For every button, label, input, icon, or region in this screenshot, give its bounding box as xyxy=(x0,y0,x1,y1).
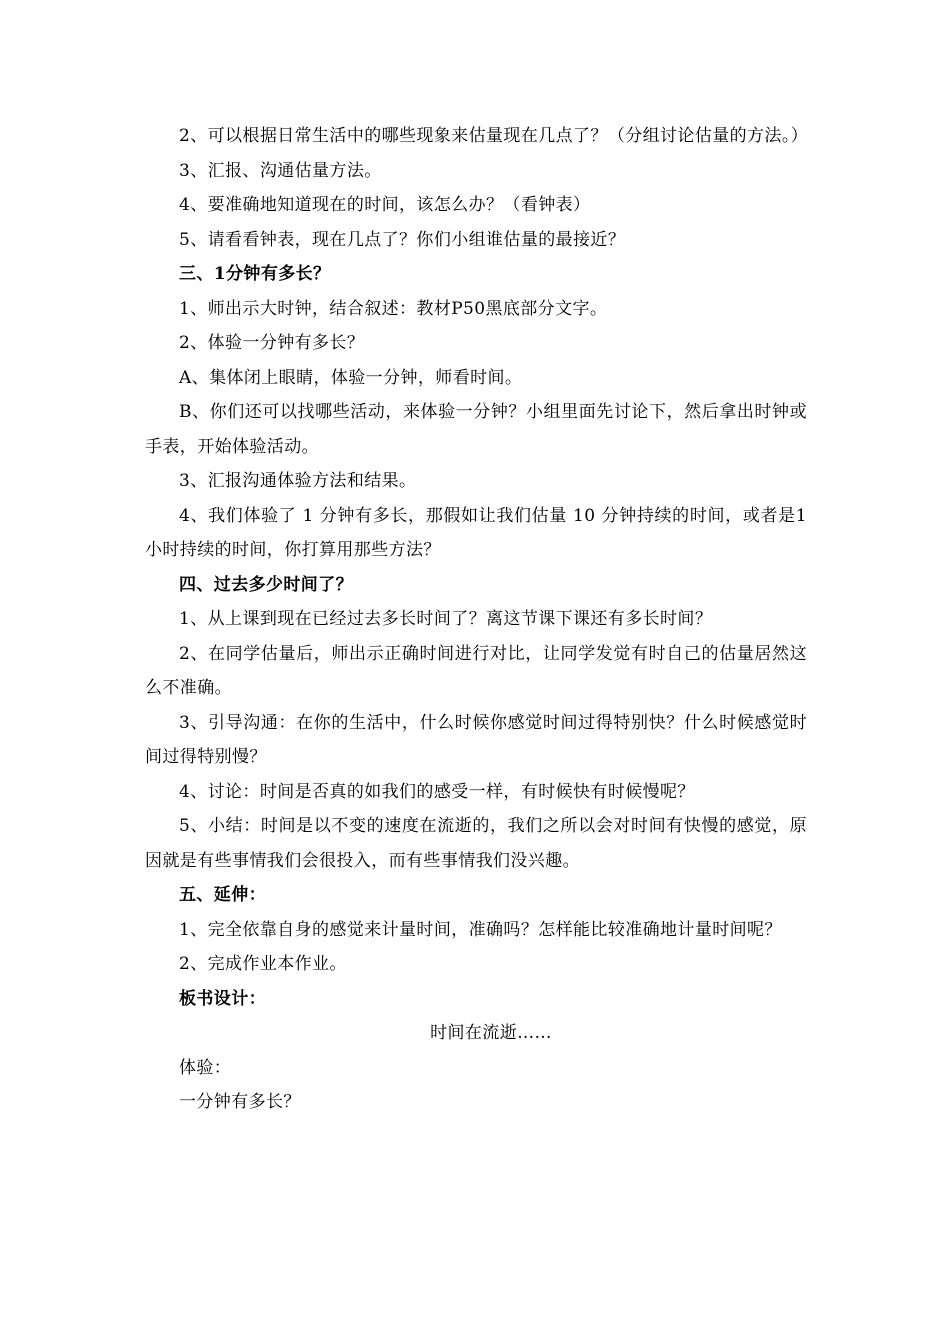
section-heading: 三、1分钟有多长？ xyxy=(179,264,331,284)
paragraph: 体验： xyxy=(179,1057,232,1078)
section-heading: 板书设计： xyxy=(179,988,266,1009)
paragraph: 2、体验一分钟有多长？ xyxy=(179,333,365,353)
paragraph: 4、我们体验了 1 分钟有多长，那假如让我们估量 10 分钟持续的时间，或者是1小时持续的时间，你打算用那些方法？ xyxy=(145,505,807,560)
paragraph: 5、请看看钟表，现在几点了？你们小组谁估量的最接近？ xyxy=(179,229,626,250)
paragraph: 3、汇报、沟通估量方法。 xyxy=(179,160,382,181)
paragraph: 2、在同学估量后，师出示正确时间进行对比，让同学发觉有时自己的估量居然这么不准确。 xyxy=(145,643,807,698)
paragraph: 1、师出示大时钟，结合叙述：教材P50黑底部分文字。 xyxy=(179,298,608,319)
paragraph: 5、小结：时间是以不变的速度在流逝的，我们之所以会对时间有快慢的感觉，原因就是有些事情我们会很投入，而有些事情我们没兴趣。 xyxy=(145,816,807,871)
paragraph: 3、引导沟通：在你的生活中，什么时候你感觉时间过得特别快？什么时候感觉时间过得特别慢？ xyxy=(145,712,807,767)
section-heading: 四、过去多少时间了？ xyxy=(179,574,353,595)
paragraph: B、你们还可以找哪些活动，来体验一分钟？小组里面先讨论下，然后拿出时钟或手表，开始体验活动。 xyxy=(145,402,807,457)
paragraph: 2、完成作业本作业。 xyxy=(179,954,347,974)
paragraph: 1、完全依靠自身的感觉来计量时间，准确吗？怎样能比较准确地计量时间呢？ xyxy=(179,919,782,940)
paragraph: 4、讨论：时间是否真的如我们的感受一样，有时候快有时候慢呢？ xyxy=(179,781,695,802)
paragraph: A、集体闭上眼睛，体验一分钟，师看时间。 xyxy=(179,367,523,388)
paragraph: 一分钟有多长？ xyxy=(179,1092,301,1112)
document-body xyxy=(145,119,807,1120)
paragraph: 4、要准确地知道现在的时间，该怎么办？（看钟表） xyxy=(179,195,591,215)
section-heading: 五、延伸： xyxy=(179,885,266,905)
paragraph: 1、从上课到现在已经过去多长时间了？离这节课下课还有多长时间？ xyxy=(179,609,713,629)
board-title: 时间在流逝…… xyxy=(430,1023,552,1043)
paragraph: 3、汇报沟通体验方法和结果。 xyxy=(179,471,417,491)
paragraph: 2、可以根据日常生活中的哪些现象来估量现在几点了？（分组讨论估量的方法。） xyxy=(179,126,809,146)
